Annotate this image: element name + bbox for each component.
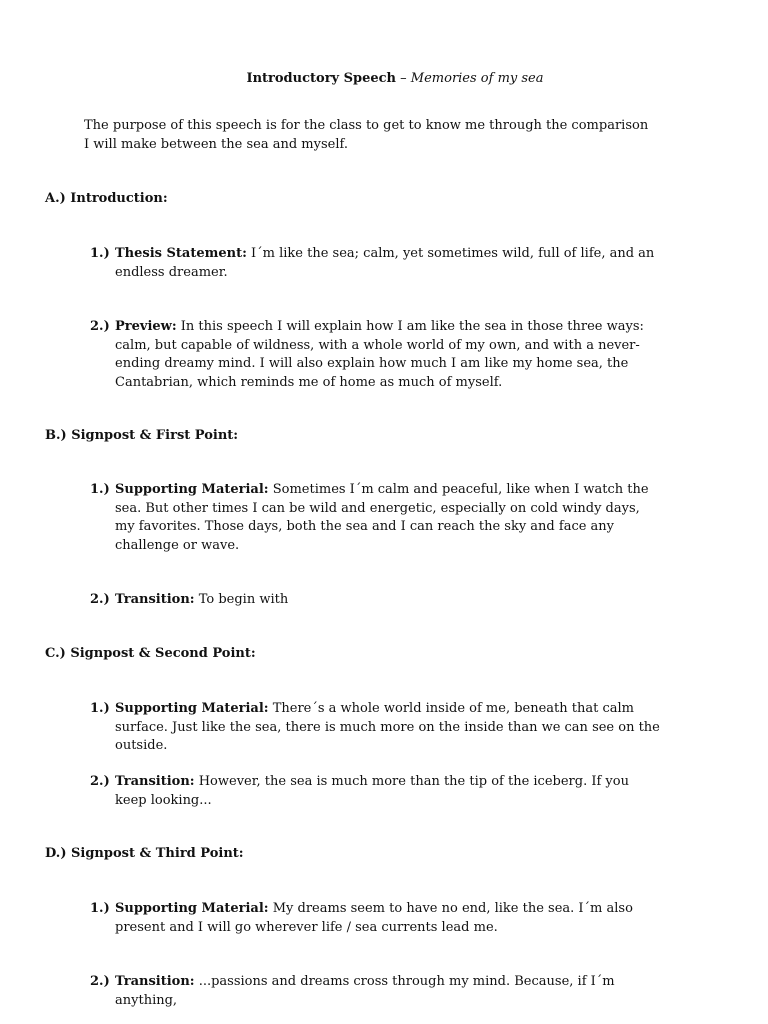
item-text: I´m like the sea; calm, yet sometimes wild, full of life, and an endless dreamer. <box>115 246 655 280</box>
item-text: There´s a whole world inside of me, beneath that calm surface. Just like the sea, there is much more on the inside than we can see on the outside. <box>115 701 660 753</box>
title-subtitle: Memories of my sea <box>410 71 544 86</box>
title-main: Introductory Speech <box>246 71 397 86</box>
outline-item <box>90 318 660 392</box>
document-title <box>0 70 768 89</box>
outline-item <box>90 591 660 610</box>
section-heading-d: D.) Signpost & Third Point: <box>45 846 244 861</box>
item-label: Transition: <box>115 774 195 789</box>
item-label: Supporting Material: <box>115 701 269 716</box>
item-number: 2.) <box>90 592 110 607</box>
item-text: To begin with <box>194 592 289 607</box>
item-label: Thesis Statement: <box>115 246 247 261</box>
item-number: 1.) <box>90 701 110 716</box>
item-number: 2.) <box>90 319 110 334</box>
item-label: Preview: <box>115 319 177 334</box>
outline-item <box>90 700 660 756</box>
outline-item <box>90 245 660 282</box>
outline-item <box>90 481 660 555</box>
item-number: 1.) <box>90 482 110 497</box>
item-label: Transition: <box>115 592 195 607</box>
item-number: 1.) <box>90 901 110 916</box>
item-text: However, the sea is much more than the tip of the iceberg. If you keep looking... <box>115 774 629 808</box>
item-label: Supporting Material: <box>115 901 269 916</box>
outline-item <box>90 900 660 937</box>
item-label: Transition: <box>115 974 195 989</box>
item-text: In this speech I will explain how I am like the sea in those three ways: calm, but capable of wildness, with a whole world of my own, and with a never-ending dreamy mind. I will also explain how much I am like my home sea, the Cantabrian, which reminds me of home as much of myself. <box>115 319 644 390</box>
item-number: 1.) <box>90 246 110 261</box>
section-heading-a: A.) Introduction: <box>45 191 168 206</box>
item-number: 2.) <box>90 974 110 989</box>
outline-item <box>90 973 660 1010</box>
section-heading-c: C.) Signpost & Second Point: <box>45 646 256 661</box>
item-text: ...passions and dreams cross through my mind. Because, if I´m anything, <box>115 974 615 1008</box>
item-number: 2.) <box>90 774 110 789</box>
item-label: Supporting Material: <box>115 482 269 497</box>
item-text: Sometimes I´m calm and peaceful, like when I watch the sea. But other times I can be wild and energetic, especially on cold windy days, my favorites. Those days, both the sea and I can reach the sky and face any challenge or wave. <box>115 482 649 553</box>
outline-item <box>90 773 660 810</box>
item-text: My dreams seem to have no end, like the sea. I´m also present and I will go wherever life / sea currents lead me. <box>115 901 633 935</box>
section-heading-b: B.) Signpost & First Point: <box>45 428 239 443</box>
purpose-paragraph: The purpose of this speech is for the class to get to know me through the comparison I will make between the sea and myself. <box>84 118 649 152</box>
title-separator: – <box>396 71 411 86</box>
